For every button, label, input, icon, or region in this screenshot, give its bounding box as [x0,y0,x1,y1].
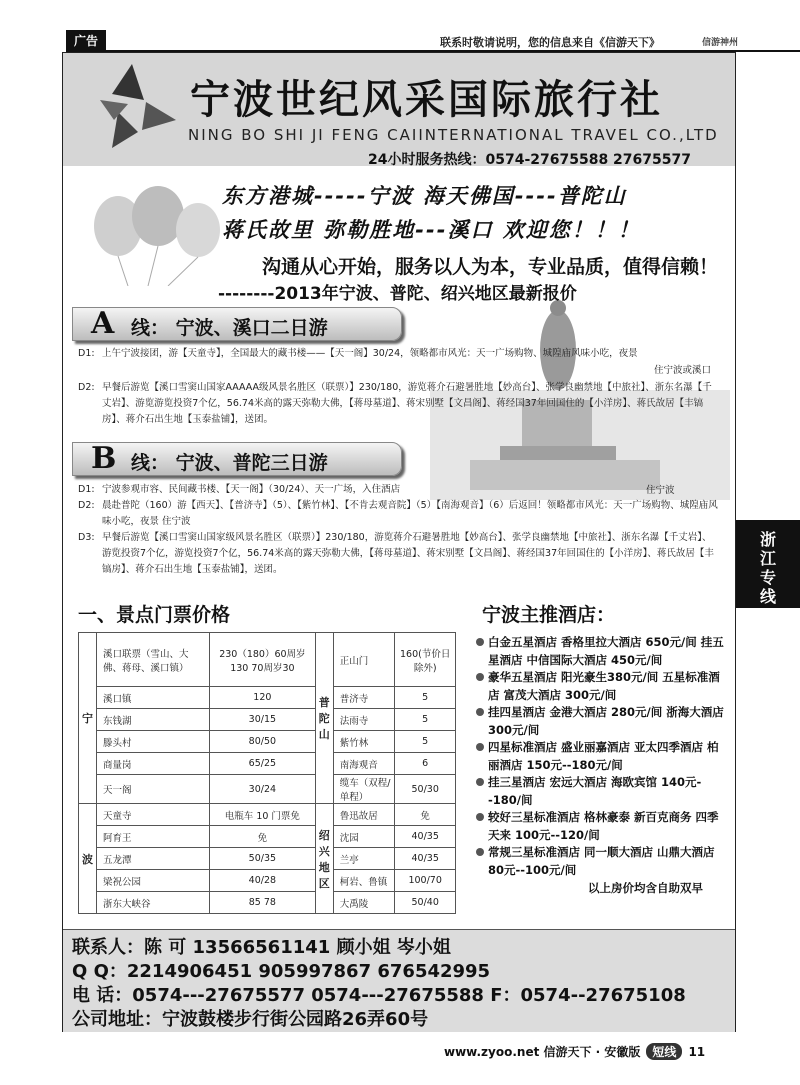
side-tab-label: 浙江专线 [759,530,776,606]
page-footer [444,1043,705,1060]
scenic-name: 南海观音 [333,753,395,775]
scenic-name: 天童寺 [97,804,210,826]
scenic-price: 65/25 [210,753,316,775]
table-row [79,731,456,753]
hotel-text: 白金五星酒店 香格里拉大酒店 650元/间 挂五星酒店 中信国际大酒店 450元/间 [488,635,724,667]
company-name: 宁波世纪风采国际旅行社 [190,77,663,123]
hotel-text: 较好三星标准酒店 格林豪泰 新百克商务 四季天来 100元--120/间 [488,810,719,842]
scenic-price: 30/24 [210,775,316,804]
day-label: D1: [78,484,95,495]
list-item [476,774,726,809]
city-label-ningbo-top: 宁 [79,633,97,804]
bullet-icon [476,708,484,716]
slogan-line-2: 蒋氏故里 弥勒胜地---溪口 欢迎您！！！ [222,218,641,242]
region-label-shaoxing: 绍兴地区 [315,804,333,914]
bullet-icon [476,848,484,856]
scenic-name: 法雨寺 [333,709,395,731]
scenic-price: 50/40 [395,892,456,914]
scenic-name: 兰亭 [333,848,395,870]
scenic-price: 5 [395,687,456,709]
route-b-day-1 [78,482,718,498]
page-number: 11 [688,1045,706,1059]
scenic-name: 五龙潭 [97,848,210,870]
table-row [79,870,456,892]
service-motto: 沟通从心开始，服务以人为本，专业品质，值得信赖！ [262,256,719,278]
table-row [79,633,456,687]
scenic-name: 东钱湖 [97,709,210,731]
list-item [476,669,726,704]
scenic-name: 普济寺 [333,687,395,709]
scenic-price: 30/15 [210,709,316,731]
scenic-price: 50/35 [210,848,316,870]
scenic-price: 120 [210,687,316,709]
scenic-name: 阿育王 [97,826,210,848]
scenic-name: 沈园 [333,826,395,848]
contact-address: 公司地址：宁波鼓楼步行街公园路26弄60号 [72,1009,429,1030]
scenic-price: 免 [210,826,316,848]
scenic-price: 50/30 [395,775,456,804]
scenic-name: 浙东大峡谷 [97,892,210,914]
day-label: D2: [78,382,95,393]
top-note: 联系时敬请说明，您的信息来自《信游天下》 [440,36,660,49]
day-text: 宁波参观市容、民间藏书楼、【天一阁】（30/24）、天一广场，入住酒店 [102,484,401,495]
scenic-price: 230（180）60周岁130 70周岁30 [210,633,316,687]
scenic-name: 鲁迅故居 [333,804,395,826]
list-item [476,844,726,879]
quote-title: --------2013年宁波、普陀、绍兴地区最新报价 [218,284,577,304]
scenic-price: 40/28 [210,870,316,892]
hotel-text: 常规三星标准酒店 同一顺大酒店 山鼎大酒店 80元--100元/间 [488,845,715,877]
hotel-list [476,634,726,879]
ticket-price-table [78,632,456,914]
scenic-name: 溪口镇 [97,687,210,709]
hotel-text: 挂四星酒店 金港大酒店 280元/间 浙海大酒店 300元/间 [488,705,724,737]
footer-site: www.zyoo.net 信游天下 · 安徽版 [444,1045,641,1059]
day-text: 晨赴普陀（160）游【西天】、【普济寺】（5）、【紫竹林】、【不肯去观音院】（5）【南海观音】（6）后返回！领略都市风光：天一广场购物、城隍庙风味小吃，夜景 住宁波 [102,500,718,527]
route-b-banner [72,442,402,476]
bullet-icon [476,778,484,786]
scenic-name: 滕头村 [97,731,210,753]
scenic-name: 缆车（双程/单程） [333,775,395,804]
contact-phone: 电 话：0574---27675577 0574---27675588 F：0574--27675108 [72,985,686,1006]
scenic-price: 100/70 [395,870,456,892]
table-row [79,826,456,848]
city-label-ningbo-bottom: 波 [79,804,97,914]
scenic-price: 160(节价日除外) [395,633,456,687]
route-b-letter: B [91,441,117,476]
scenic-name: 柯岩、鲁镇 [333,870,395,892]
route-a-day-1 [78,346,718,362]
route-b-day-2 [78,498,718,530]
side-tab-zhejiang [736,520,800,608]
list-item [476,634,726,669]
route-b-day-3 [78,530,718,578]
table-row [79,848,456,870]
table-row [79,804,456,826]
scenic-name: 紫竹林 [333,731,395,753]
scenic-price: 电瓶车 10 门票免 [210,804,316,826]
scenic-name: 天一阁 [97,775,210,804]
day-text: 上午宁波接团，游【天童寺】，全国最大的藏书楼——【天一阁】30/24，领略都市风光：天一广场购物、城隍庙风味小吃，夜景 [102,348,638,359]
scenic-name: 商量岗 [97,753,210,775]
route-b-title: 线： 宁波、普陀三日游 [131,452,328,474]
magazine-logo: 信游神州 [702,38,739,48]
list-item [476,809,726,844]
route-a-d1-stay: 住宁波或溪口 [654,365,712,376]
day-text: 早餐后游览【溪口雪窦山国家AAAAA级风景名胜区（联票）】230/180，游览蒋介石避暑胜地【妙高台】、张学良幽禁地【中旅社】、浙东名瀑【千丈岩】、游览游览投资7个亿，56.74米高的露天弥勒大佛，【蒋母墓道】、蒋宋别墅【文昌阁】、蒋经国37年回国住的【小洋房】、蒋氏故居【丰镐房】、蒋介石出生地【玉泰盐铺】，送团。 [102,382,712,425]
region-label-putuo: 普陀山 [315,633,333,804]
scenic-price: 40/35 [395,826,456,848]
company-english-name: NING BO SHI JI FENG CAIINTERNATIONAL TRAVEL CO.,LTD [188,126,719,144]
hotel-text: 豪华五星酒店 阳光豪生380元/间 五星标准酒店 富茂大酒店 300元/间 [488,670,720,702]
day-label: D2: [78,500,95,511]
list-item [476,704,726,739]
scenic-name: 大禹陵 [333,892,395,914]
company-logo-icon [92,60,178,152]
scenic-price: 6 [395,753,456,775]
table-row [79,775,456,804]
route-a-title: 线： 宁波、溪口二日游 [131,317,328,339]
bullet-icon [476,813,484,821]
ad-label: 广告 [66,30,106,52]
slogan-line-1: 东方港城-----宁波 海天佛国----普陀山 [222,184,627,208]
route-a-day-2 [78,380,718,428]
scenic-price: 85 78 [210,892,316,914]
scenic-name: 梁祝公园 [97,870,210,892]
service-hotline: 24小时服务热线：0574-27675588 27675577 [368,152,691,168]
hotel-footnote: 以上房价均含自助双早 [588,881,703,895]
day-label: D3: [78,532,95,543]
contact-people: 联系人：陈 可 13566561141 顾小姐 岑小姐 [72,937,451,958]
route-a-letter: A [91,306,115,341]
footer-badge: 短线 [646,1043,682,1060]
ticket-section-title: 一、景点门票价格 [78,604,231,626]
bullet-icon [476,673,484,681]
scenic-price: 5 [395,731,456,753]
hotel-section-title: 宁波主推酒店： [482,604,616,626]
hotel-text: 挂三星酒店 宏远大酒店 海欧宾馆 140元--180/间 [488,775,702,807]
scenic-price: 40/35 [395,848,456,870]
route-a-banner [72,307,402,341]
route-b-d1-stay: 住宁波 [646,485,675,496]
scenic-price: 5 [395,709,456,731]
bullet-icon [476,638,484,646]
table-row [79,753,456,775]
bullet-icon [476,743,484,751]
table-row [79,709,456,731]
list-item [476,739,726,774]
table-row [79,687,456,709]
contact-qq: Q Q：2214906451 905997867 676542995 [72,961,491,982]
day-text: 早餐后游览【溪口雪窦山国家级风景名胜区（联票）】230/180，游览蒋介石避暑胜地【妙高台】、张学良幽禁地【中旅社】、浙东名瀑【千丈岩】、游览投资7个亿，游览投资7个亿，56.74米高的露天弥勒大佛，【蒋母墓道】、蒋宋别墅【文昌阁】、蒋经国37年回国住的【小洋房】、蒋氏故居【丰镐房】、蒋介石出生地【玉泰盐铺】，送团。 [102,532,714,575]
scenic-price: 免 [395,804,456,826]
hotel-text: 四星标准酒店 盛业丽嘉酒店 亚太四季酒店 柏丽酒店 150元--180元/间 [488,740,719,772]
table-row [79,892,456,914]
scenic-name: 正山门 [333,633,395,687]
scenic-name: 溪口联票（雪山、大佛、蒋母、溪口镇） [97,633,210,687]
day-label: D1: [78,348,95,359]
scenic-price: 80/50 [210,731,316,753]
